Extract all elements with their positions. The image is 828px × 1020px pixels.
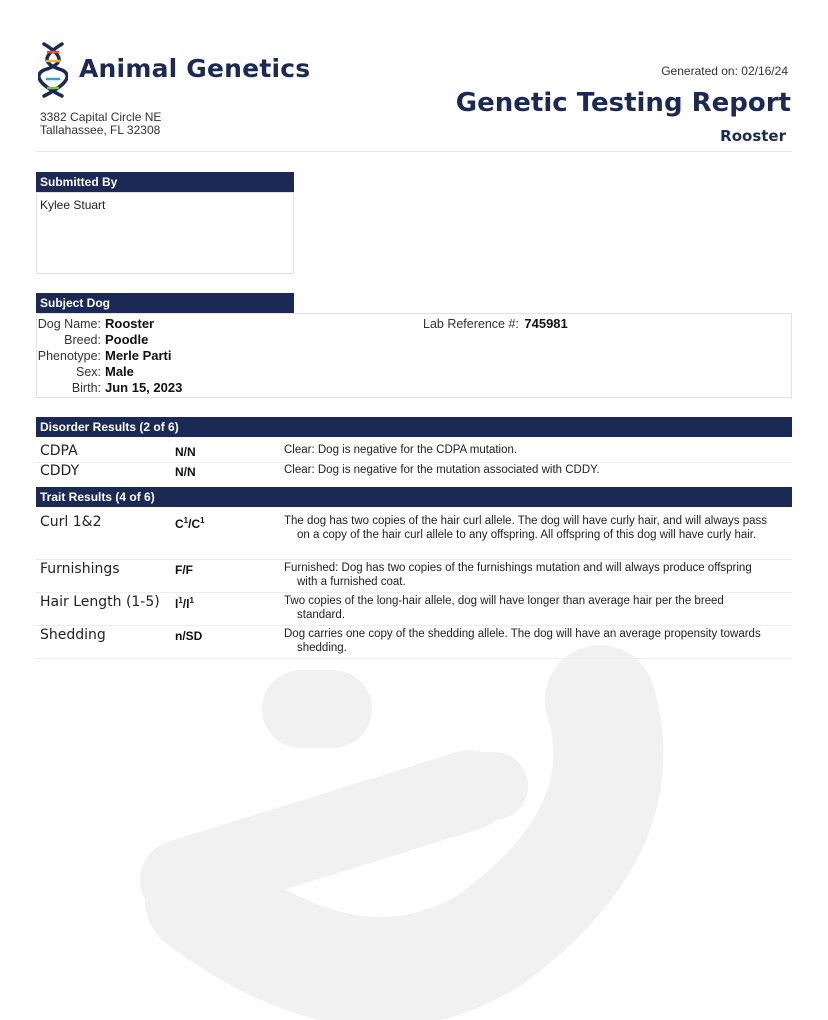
report-title: Genetic Testing Report bbox=[455, 88, 791, 118]
genotype-allele: l bbox=[175, 597, 179, 611]
phenotype-row bbox=[36, 348, 186, 364]
disorder-name: CDPA bbox=[40, 443, 78, 459]
field-label: Dog Name: bbox=[37, 317, 101, 331]
trait-description: The dog has two copies of the hair curl allele. The dog will have curly hair, and will always pass on a copy of the hair curl allele to any offspring. All offspring of this dog will have curly hair. bbox=[284, 515, 768, 541]
field-label: Sex: bbox=[75, 365, 101, 379]
disorder-row bbox=[36, 463, 792, 482]
field-label: Birth: bbox=[71, 381, 101, 395]
submitter-name: Kylee Stuart bbox=[40, 198, 106, 212]
trait-row bbox=[36, 594, 792, 626]
trait-row bbox=[36, 561, 792, 593]
allele-superscript: 1 bbox=[189, 596, 194, 605]
address-line-2: Tallahassee, FL 32308 bbox=[40, 123, 161, 137]
genotype-allele: C bbox=[191, 517, 201, 531]
brand-name: Animal Genetics bbox=[79, 54, 311, 83]
trait-name: Curl 1&2 bbox=[40, 514, 102, 530]
disorder-description: Clear: Dog is negative for the mutation associated with CDDY. bbox=[284, 464, 600, 476]
address-line-1: 3382 Capital Circle NE bbox=[40, 110, 162, 124]
phenotype-value: Merle Parti bbox=[105, 348, 172, 363]
trait-genotype: $l^1/l^1$ bbox=[175, 596, 194, 611]
field-label: Phenotype: bbox=[37, 349, 101, 363]
trait-genotype: n/SD bbox=[175, 629, 203, 643]
trait-genotype: $C^1/C^1$ bbox=[175, 516, 205, 531]
trait-name: Hair Length (1-5) bbox=[40, 594, 160, 610]
disorder-genotype: N/N bbox=[175, 465, 196, 479]
trait-row bbox=[36, 514, 792, 560]
submitted-by-heading: Submitted By bbox=[36, 172, 294, 192]
trait-name: Shedding bbox=[40, 627, 106, 643]
allele-superscript: 1 bbox=[200, 516, 205, 525]
trait-results-heading: Trait Results (4 of 6) bbox=[36, 487, 792, 507]
report-subtitle: Rooster bbox=[720, 127, 786, 145]
trait-row bbox=[36, 627, 792, 659]
trait-name: Furnishings bbox=[40, 561, 120, 577]
allele-superscript: 1 bbox=[178, 596, 183, 605]
sex-value: Male bbox=[105, 364, 134, 379]
lab-reference-value: 745981 bbox=[524, 316, 568, 331]
dog-name-row bbox=[36, 316, 186, 332]
breed-row bbox=[36, 332, 186, 348]
generated-date: Generated on: 02/16/24 bbox=[661, 64, 788, 78]
dog-name-value: Rooster bbox=[105, 316, 155, 331]
trait-genotype: F/F bbox=[175, 563, 193, 577]
allele-superscript: 1 bbox=[183, 516, 189, 525]
disorder-name: CDDY bbox=[40, 463, 80, 479]
disorder-description: Clear: Dog is negative for the CDPA mutation. bbox=[284, 444, 518, 456]
field-label: Breed: bbox=[64, 333, 101, 347]
trait-description: Furnished: Dog has two copies of the furnishings mutation and will always produce offspring with a furnished coat. bbox=[284, 562, 752, 588]
disorder-row bbox=[36, 443, 792, 463]
company-address bbox=[40, 111, 161, 137]
genotype-allele: l bbox=[186, 597, 190, 611]
sex-row bbox=[36, 364, 186, 380]
trait-description: Two copies of the long-hair allele, dog will have longer than average hair per the breed standard. bbox=[284, 595, 724, 621]
birth-row bbox=[36, 380, 186, 396]
breed-value: Poodle bbox=[105, 332, 149, 347]
lab-reference-label: Lab Reference #: bbox=[423, 317, 519, 331]
genotype-allele: C bbox=[175, 517, 184, 531]
disorder-results-heading: Disorder Results (2 of 6) bbox=[36, 417, 792, 437]
birth-value: Jun 15, 2023 bbox=[105, 380, 183, 395]
dna-logo-icon bbox=[38, 42, 68, 98]
trait-description: Dog carries one copy of the shedding allele. The dog will have an average propensity towards shedding. bbox=[284, 628, 761, 654]
header-divider bbox=[36, 151, 792, 152]
subject-dog-heading: Subject Dog bbox=[36, 293, 294, 313]
lab-reference bbox=[423, 316, 568, 332]
disorder-genotype: N/N bbox=[175, 445, 196, 459]
